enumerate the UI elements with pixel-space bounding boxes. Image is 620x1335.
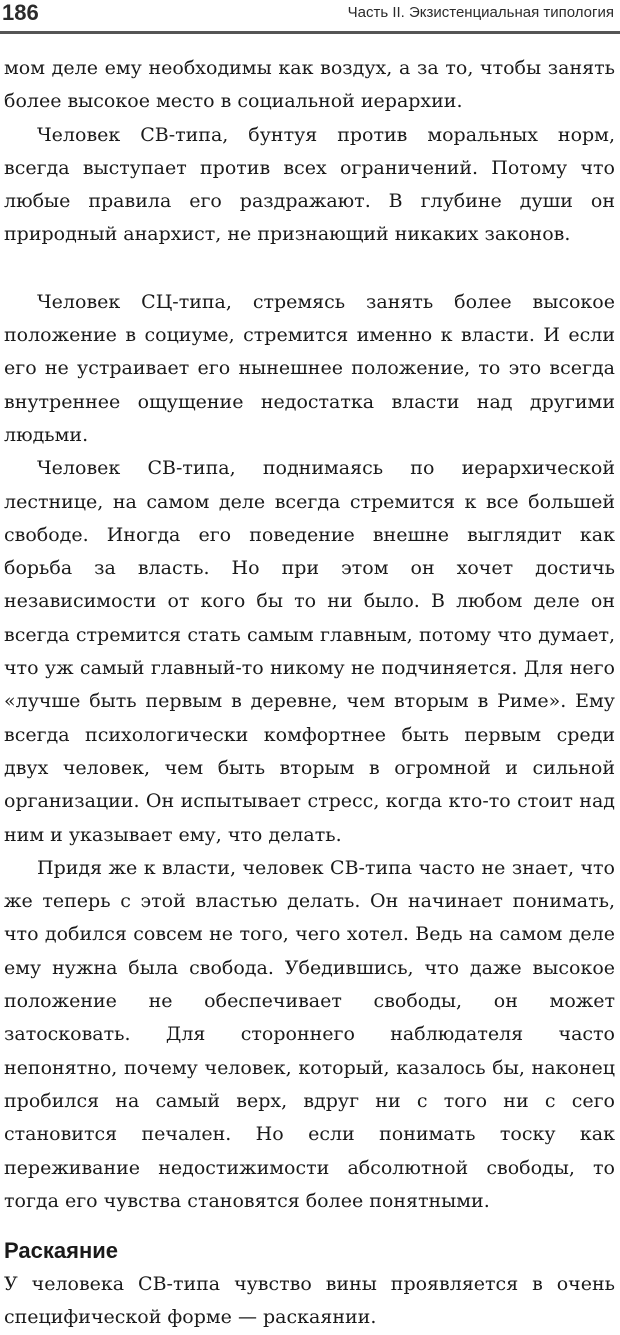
section-heading: Раскаяние — [4, 1238, 118, 1264]
header-divider — [0, 31, 620, 34]
page-header — [0, 0, 620, 30]
paragraph: У человека СВ-типа чувство вины проявляется в очень специфической форме — раскаянии. — [4, 1273, 615, 1329]
paragraph: Человек СВ-типа, бунтуя против моральных норм, всегда выступает против всех ограничений. Потому что любые правила его раздражают. В глубине души он природный анархист, не признающий никаких законов. — [4, 123, 615, 246]
page-number: 186 — [2, 0, 39, 25]
paragraph: Придя же к власти, человек СВ-типа часто не знает, что же теперь с этой властью делать. Он начинает понимать, что добился совсем не того, чего хотел. Ведь на самом деле ему нужна была свобода. Убедившись, что даже высокое положение не обеспечивает свободы, он может затосковать. Для стороннего наблюдателя часто непонятно, почему человек, который, казалось бы, наконец пробился на самый верх, вдруг ни с того ни с сего становится печален. Но если понимать тоску как переживание недостижимости абсолютной свободы, то тогда его чувства становятся более понятными. — [4, 856, 615, 1212]
paragraph: Человек СВ-типа, поднимаясь по иерархической лестнице, на самом деле всегда стремится к все большей свободе. Иногда его поведение внешне выглядит как борьба за власть. Но при этом он хочет достичь независимости от кого бы то ни было. В любом деле он всегда стремится стать самым главным, потому что думает, что уж самый главный-то никому не подчиняется. Для него «лучше быть первым в деревне, чем вторым в Риме». Ему всегда психологически комфортнее быть первым среди двух человек, чем быть вторым в огромной и сильной организации. Он испытывает стресс, когда кто-то стоит над ним и указывает ему, что делать. — [4, 457, 615, 846]
paragraph: мом деле ему необходимы как воздух, а за то, чтобы занять более высокое место в социальной иерархии. — [4, 57, 615, 113]
running-head: Часть II. Экзистенциальная типология — [347, 4, 614, 21]
paragraph: Человек СЦ-типа, стремясь занять более высокое положение в социуме, стремится именно к власти. И если его не устраивает его нынешнее положение, то это всегда внутреннее ощущение недостатка власти над другими людьми. — [4, 290, 615, 446]
page-body — [4, 52, 615, 1335]
